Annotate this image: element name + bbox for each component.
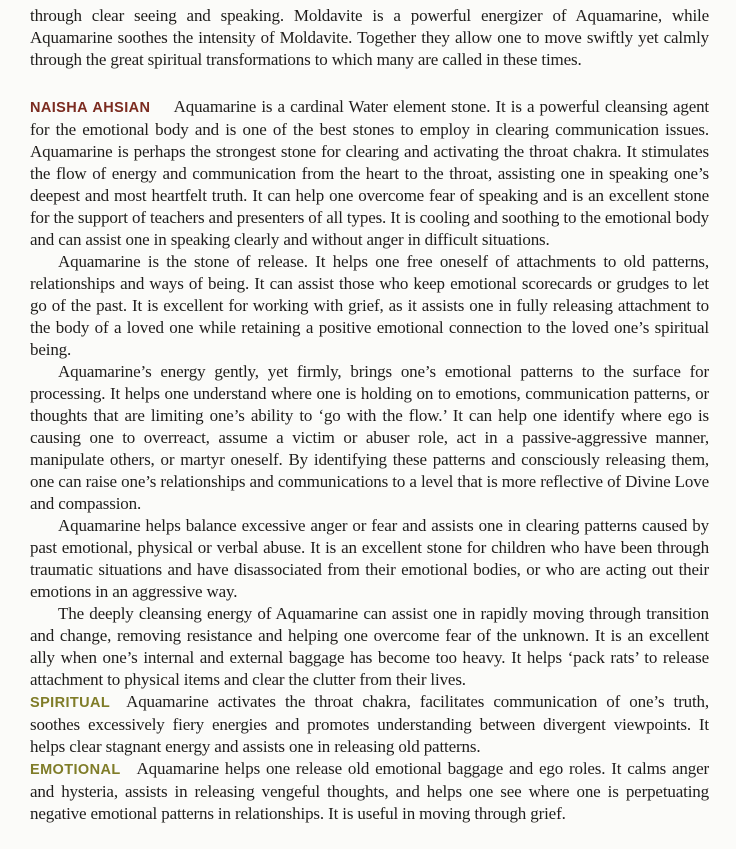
paragraph-text: Aquamarine is the stone of release. It helps one free oneself of attachments to old patterns, relationships and ways of being. It can assist those who keep emotional scorecards or grudges to let go of the past. It is excellent for working with grief, as it assists one in fully releasing attachment to the body of a loved one while retaining a positive emotional connection to the loved one’s spiritual being.: [30, 252, 709, 359]
paragraph-deeply-cleansing: [30, 603, 709, 691]
paragraph-emotional: [30, 758, 709, 825]
spiritual-label: SPIRITUAL: [30, 695, 111, 711]
emotional-label: EMOTIONAL: [30, 762, 121, 778]
paragraph-text: Aquamarine’s energy gently, yet firmly, brings one’s emotional patterns to the surface for processing. It helps one understand where one is holding on to emotions, communication patterns, or thoughts that are limiting one’s ability to ‘go with the flow.’ It can help one identify where ego is causing one to overreact, assume a victim or abuser role, act in a passive-aggressive manner, manipulate others, or martyr oneself. By identifying these patterns and consciously releasing them, one can raise one’s relationships and communications to a level that is more reflective of Divine Love and compassion.: [30, 362, 709, 513]
paragraph-text: Aquamarine helps balance excessive anger or fear and assists one in clearing patterns caused by past emotional, physical or verbal abuse. It is an excellent stone for children who have been through traumatic situations and have disassociated from their emotional bodies, or who are acting out their emotions in an aggressive way.: [30, 516, 709, 601]
paragraph-energy-gently: [30, 361, 709, 515]
author-label: NAISHA AHSIAN: [30, 100, 151, 116]
paragraph-text: The deeply cleansing energy of Aquamarine can assist one in rapidly moving through transition and change, removing resistance and helping one overcome fear of the unknown. It is an excellent ally when one’s internal and external baggage has become too heavy. It helps ‘pack rats’ to release attachment to physical items and clear the clutter from their lives.: [30, 604, 709, 689]
paragraph-text: through clear seeing and speaking. Moldavite is a powerful energizer of Aquamarine, while Aquamarine soothes the intensity of Moldavite. Together they allow one to move swiftly yet calmly through the great spiritual transformations to which many are called in these times.: [30, 6, 709, 69]
paragraph-naisha-ahsian: [30, 96, 709, 251]
paragraph-text: Aquamarine activates the throat chakra, facilitates communication of one’s truth, soothes excessively fiery energies and promotes understanding between divergent viewpoints. It helps clear stagnant energy and assists one in releasing old patterns.: [30, 692, 709, 756]
paragraph-stone-of-release: [30, 251, 709, 361]
paragraph-continuation: [30, 5, 709, 71]
paragraph-balance-anger: [30, 515, 709, 603]
paragraph-text: Aquamarine is a cardinal Water element stone. It is a powerful cleansing agent for the emotional body and is one of the best stones to employ in clearing communication issues. Aquamarine is perhaps the strongest stone for clearing and activating the throat chakra. It stimulates the flow of energy and communication from the heart to the throat, assisting one in speaking one’s deepest and most heartfelt truth. It can help one overcome fear of speaking and is an excellent stone for the support of teachers and presenters of all types. It is cooling and soothing to the emotional body and can assist one in speaking clearly and without anger in difficult situations.: [30, 97, 710, 249]
paragraph-spiritual: [30, 691, 709, 758]
paragraph-text: Aquamarine helps one release old emotional baggage and ego roles. It calms anger and hysteria, assists in releasing vengeful thoughts, and helps one see where one is perpetuating negative emotional patterns in relationships. It is useful in moving through grief.: [30, 759, 709, 823]
